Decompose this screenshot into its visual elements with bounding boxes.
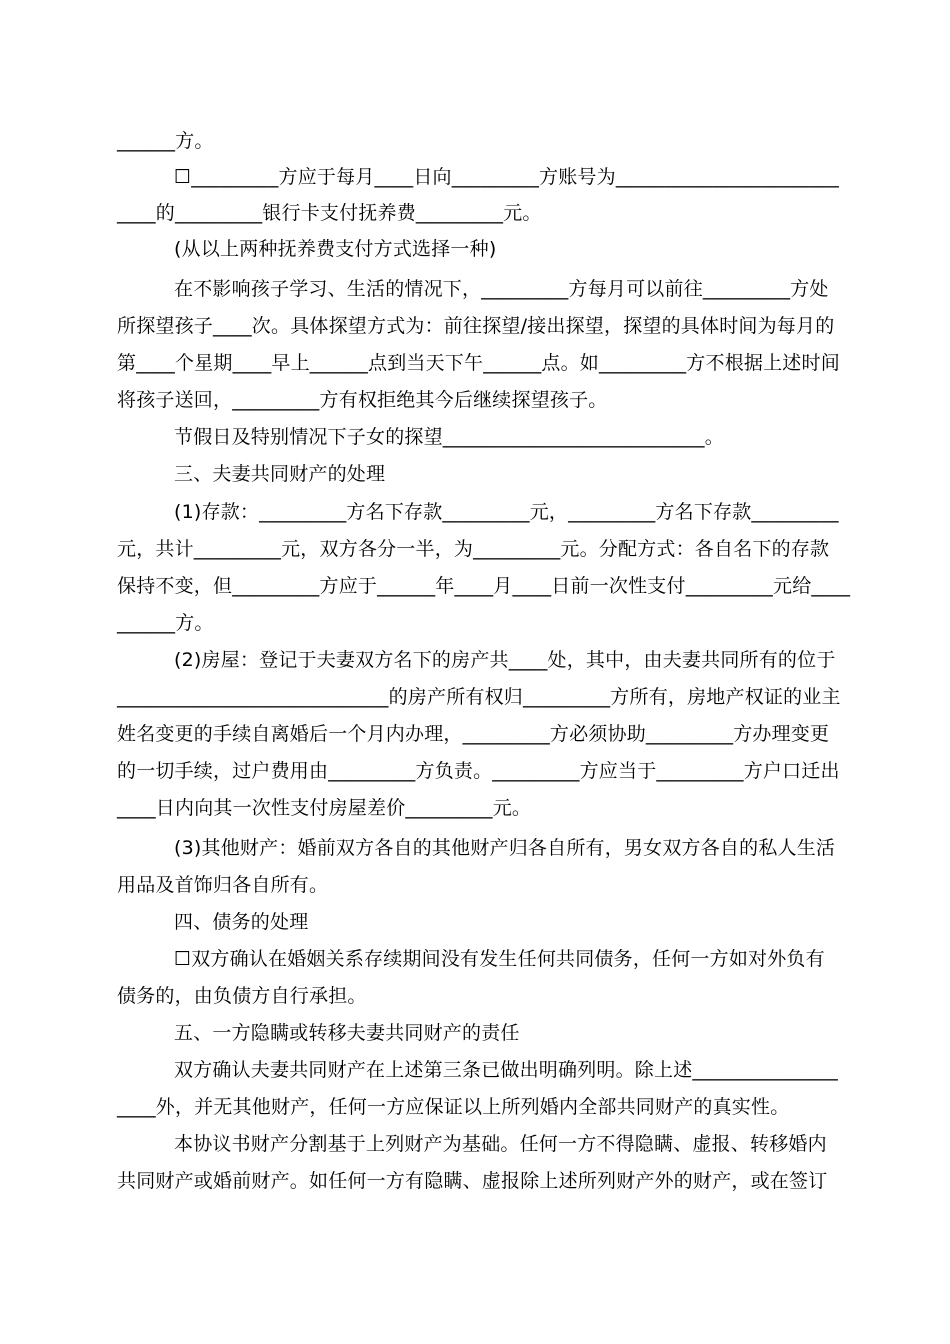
text-line: 将孩子送回，_________方有权拒绝其今后继续探望孩子。 <box>117 389 608 411</box>
text-line: ____________________________的房产所有权归_________方所有，房地产权证的业主 <box>117 686 841 708</box>
section-heading: 三、夫妻共同财产的处理 <box>174 463 386 485</box>
text-line: (2)房屋：登记于夫妻双方名下的房产共____处，其中，由夫妻共同所有的位于 <box>174 649 836 671</box>
text-line: 债务的，由负债方自行承担。 <box>117 985 367 1007</box>
text-line: 所探望孩子____次。具体探望方式为：前往探望/接出探望，探望的具体时间为每月的 <box>117 315 835 337</box>
text-line: 本协议书财产分割基于上列财产为基础。任何一方不得隐瞒、虚报、转移婚内 <box>174 1133 827 1155</box>
section-heading: 四、债务的处理 <box>174 911 309 933</box>
text-line: 保持不变，但_________方应于______年____月____日前一次性支付_________元给____ <box>117 575 851 597</box>
text-line: (从以上两种抚养费支付方式选择一种) <box>174 238 497 260</box>
text-line: 用品及首饰归各自所有。 <box>117 874 329 896</box>
section-heading: 五、一方隐瞒或转移夫妻共同财产的责任 <box>174 1022 520 1044</box>
text-line: 第____个星期____早上______点到当天下午______点。如_________方不根据上述时间 <box>117 352 840 374</box>
text-line: ____日内向其一次性支付房屋差价_________元。 <box>117 797 532 819</box>
text-line: ____的_________银行卡支付抚养费_________元。 <box>117 202 542 224</box>
text-line: 在不影响孩子学习、生活的情况下，_________方每月可以前往_________方处 <box>174 278 829 300</box>
text-line: (1)存款：_________方名下存款_________元，_________方名下存款_________ <box>174 501 839 523</box>
text-line: 双方确认夫妻共同财产在上述第三条已做出明确列明。除上述_______________ <box>174 1059 838 1081</box>
text-line: 元，共计_________元，双方各分一半，为_________元。分配方式：各自名下的存款 <box>117 538 830 560</box>
text-line: (3)其他财产：婚前双方各自的其他财产归各自所有，男女双方各自的私人生活 <box>174 837 836 859</box>
text-line: ☐_________方应于每月____日向_________方账号为_______________________ <box>174 166 839 188</box>
text-line: 姓名变更的手续自离婚后一个月内办理，_________方必须协助_________方办理变更 <box>117 723 830 745</box>
text-line: ______方。 <box>117 612 214 634</box>
text-line: ______方。 <box>117 130 214 152</box>
text-line: ____外，并无其他财产，任何一方应保证以上所列婚内全部共同财产的真实性。 <box>117 1096 790 1118</box>
text-line: 的一切手续，过户费用由_________方负责。_________方应当于_________方户口迁出 <box>117 760 840 782</box>
text-line: 节假日及特别情况下子女的探望___________________________。 <box>174 426 724 448</box>
text-line: ☐双方确认在婚姻关系存续期间没有发生任何共同债务，任何一方如对外负有 <box>174 948 825 970</box>
text-line: 共同财产或婚前财产。如任何一方有隐瞒、虚报除上述所列财产外的财产，或在签订 <box>117 1170 828 1192</box>
